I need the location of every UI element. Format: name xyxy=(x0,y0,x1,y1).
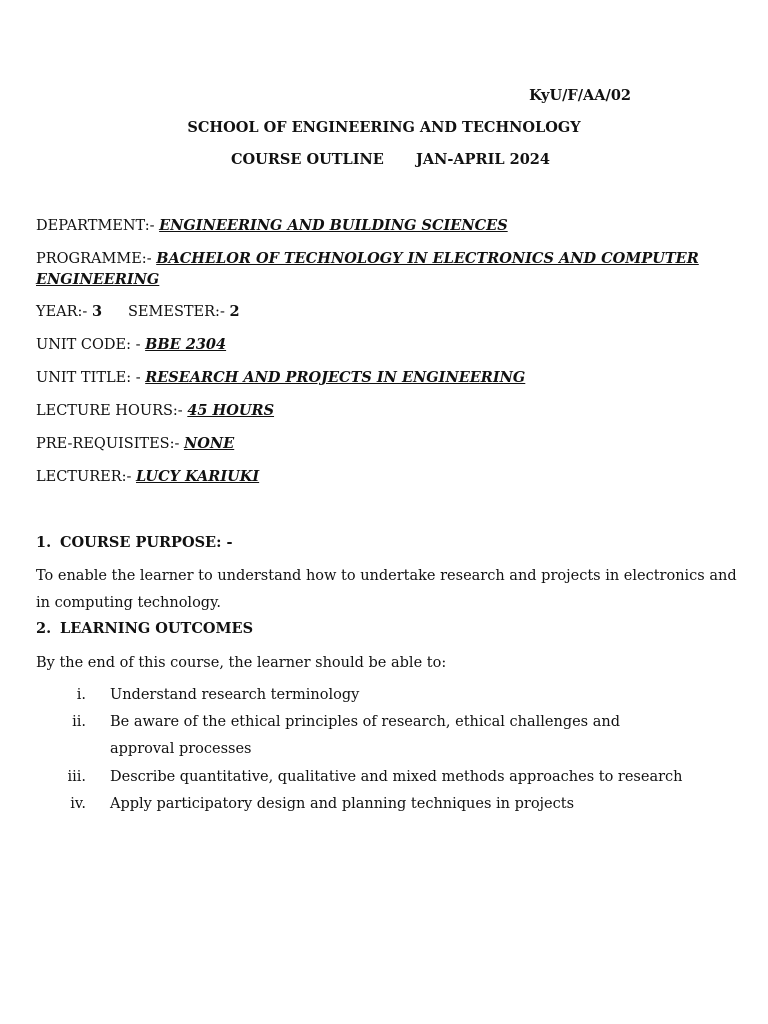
unit-title-label: UNIT TITLE: - xyxy=(36,370,146,386)
outcome-text: Be aware of the ethical principles of research, ethical challenges and xyxy=(110,714,620,730)
department-label: DEPARTMENT:- xyxy=(36,218,160,234)
outcome-text: Describe quantitative, qualitative and mixed methods approaches to research xyxy=(110,769,683,785)
lecture-hours-value: 45 HOURS xyxy=(187,402,275,419)
unit-code-label: UNIT CODE: - xyxy=(36,337,146,353)
programme-row xyxy=(36,249,699,269)
lecture-hours-row xyxy=(36,401,274,421)
outcome-number: iii. xyxy=(67,769,86,785)
learning-outcomes-intro: By the end of this course, the learner should be able to: xyxy=(36,655,447,671)
outcome-text: Apply participatory design and planning techniques in projects xyxy=(110,796,575,812)
year-row xyxy=(36,302,102,322)
programme-label: PROGRAMME:- xyxy=(36,251,157,267)
outcome-number: iv. xyxy=(70,796,86,812)
semester-row xyxy=(128,302,240,322)
prerequisites-label: PRE-REQUISITES:- xyxy=(36,436,185,452)
form-reference-code: KyU/F/AA/02 xyxy=(529,87,631,104)
semester-value: 2 xyxy=(229,303,240,320)
term-label: JAN-APRIL 2024 xyxy=(416,151,550,168)
section2-title: LEARNING OUTCOMES xyxy=(60,620,254,637)
lecturer-row xyxy=(36,467,259,487)
course-purpose-line2: in computing technology. xyxy=(36,595,221,611)
year-value: 3 xyxy=(91,303,103,320)
outcome-text-cont: approval processes xyxy=(110,741,252,757)
lecture-hours-label: LECTURE HOURS:- xyxy=(36,403,188,419)
school-title: SCHOOL OF ENGINEERING AND TECHNOLOGY xyxy=(187,119,581,136)
outcome-number: i. xyxy=(76,687,86,703)
section1-number: 1. xyxy=(36,534,52,551)
unit-code-row xyxy=(36,335,226,355)
lecturer-value: LUCY KARIUKI xyxy=(136,468,260,485)
programme-value-line2: ENGINEERING xyxy=(36,271,160,288)
prerequisites-value: NONE xyxy=(184,435,235,452)
programme-value-line1: BACHELOR OF TECHNOLOGY IN ELECTRONICS AND COMPUTER xyxy=(156,250,699,267)
outcome-text: Understand research terminology xyxy=(110,687,360,703)
prerequisites-row xyxy=(36,434,234,454)
course-outline-label: COURSE OUTLINE xyxy=(231,151,384,168)
unit-title-value: RESEARCH AND PROJECTS IN ENGINEERING xyxy=(145,369,526,386)
year-label: YEAR:- xyxy=(36,304,92,320)
unit-code-value: BBE 2304 xyxy=(145,336,227,353)
semester-label: SEMESTER:- xyxy=(128,304,230,320)
course-purpose-line1: To enable the learner to understand how to undertake research and projects in electronics and xyxy=(36,568,737,584)
section1-title: COURSE PURPOSE: - xyxy=(60,534,233,551)
unit-title-row xyxy=(36,368,525,388)
lecturer-label: LECTURER:- xyxy=(36,469,137,485)
programme-row-cont xyxy=(36,270,159,290)
outcome-number: ii. xyxy=(72,714,86,730)
department-value: ENGINEERING AND BUILDING SCIENCES xyxy=(159,217,508,234)
section2-number: 2. xyxy=(36,620,52,637)
department-row xyxy=(36,216,508,236)
